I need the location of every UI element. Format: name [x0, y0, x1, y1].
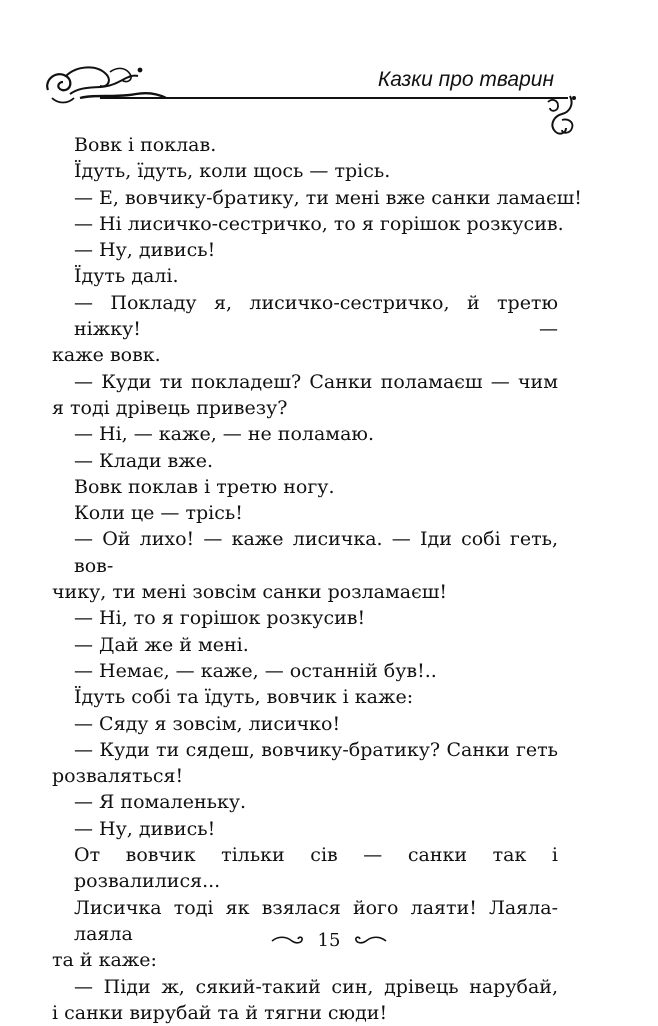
text-line: — Клади вже. — [74, 449, 214, 472]
text-line: — Піди ж, сякий-такий син, дрівець нарубай, — [74, 975, 558, 998]
text-line: — Ні, то я горішок розкусив! — [74, 607, 366, 630]
text-line: — Я помаленьку. — [74, 791, 247, 814]
running-header-title: Казки про тварин — [377, 68, 554, 91]
header-rule — [100, 97, 568, 99]
text-line: — Куди ти покладеш? Санки поламаєш — чим — [74, 370, 558, 393]
text-line: чику, ти мені зовсім санки розламаєш! — [52, 581, 448, 604]
text-line: — Ну, дивись! — [74, 239, 216, 262]
text-line: та й каже: — [52, 949, 157, 972]
text-line: — Немає, — каже, — останній був!.. — [74, 659, 437, 682]
text-line: я тоді дрівець привезу? — [52, 396, 288, 419]
text-line: — Куди ти сядеш, вовчику-братику? Санки геть — [74, 738, 558, 761]
story-text — [52, 132, 582, 1026]
page-footer — [0, 930, 658, 951]
text-line: Коли це — трісь! — [74, 502, 243, 525]
text-line: — Ой лихо! — каже лисичка. — Іди собі геть, вов- — [74, 528, 558, 577]
text-line: От вовчик тільки сів — санки так і розвалилися... — [74, 844, 558, 893]
text-line: Вовк поклав і третю ногу. — [74, 475, 335, 498]
text-line: і санки вирубай та й тягни сюди! — [52, 1001, 388, 1024]
text-line: Лисичка тоді як взялася його лаяти! Лаяла-лаяла — [74, 896, 558, 945]
text-line: розваляться! — [52, 765, 184, 788]
text-line: — Е, вовчику-братику, ти мені вже санки ламаєш! — [74, 186, 582, 209]
text-line: Їдуть собі та їдуть, вовчик і каже: — [74, 686, 414, 709]
text-line: Їдуть, їдуть, коли щось — трісь. — [74, 160, 391, 183]
text-line: — Ну, дивись! — [74, 817, 216, 840]
text-line: каже вовк. — [52, 344, 161, 367]
text-line: — Дай же й мені. — [74, 633, 249, 656]
page-number: 15 — [317, 930, 341, 951]
text-line: Їдуть далі. — [74, 265, 179, 288]
text-line: — Покладу я, лисичко-сестричко, й третю ніжку! — — [74, 291, 558, 341]
text-line: — Ні, — каже, — не поламаю. — [74, 423, 374, 446]
text-line: — Сяду я зовсім, лисичко! — [74, 712, 341, 735]
text-line: Вовк і поклав. — [74, 134, 217, 156]
text-line: — Ні лисичко-сестричко, то я горішок розкусив. — [74, 212, 564, 235]
swirl-ornament-icon — [270, 934, 304, 948]
flourish-ornament-icon — [40, 60, 170, 108]
swirl-ornament-icon — [354, 934, 388, 948]
